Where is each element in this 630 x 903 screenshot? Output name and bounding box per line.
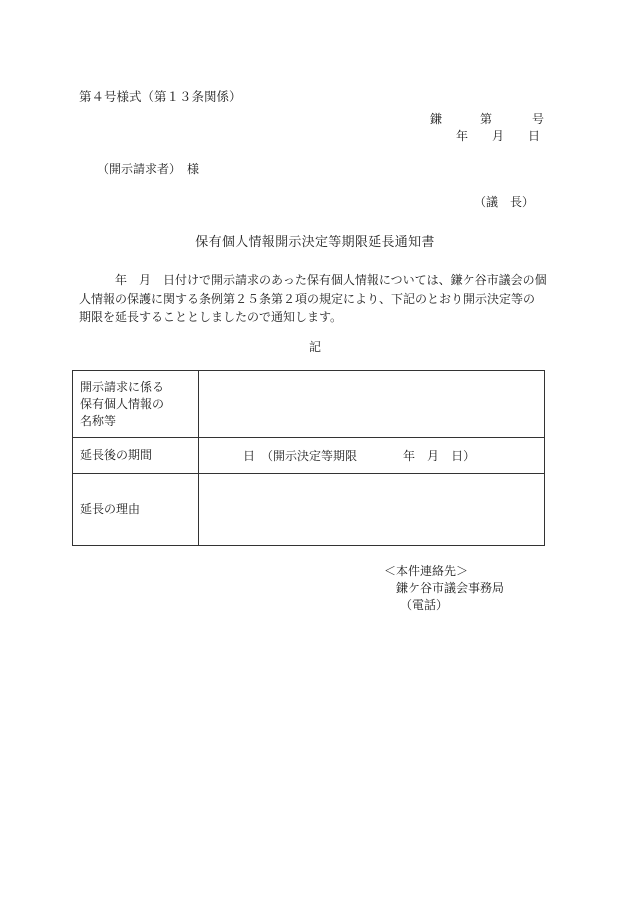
label-line: 保有個人情報の (80, 396, 165, 411)
sender: （議 長） (474, 195, 535, 209)
addressee: （開示請求者） 様 (97, 162, 200, 176)
issue-date (456, 130, 540, 142)
row-label-request-name (73, 371, 199, 438)
period-year: 年 (403, 449, 416, 463)
form-number: 第４号様式（第１３条関係） (79, 89, 242, 104)
body-line: 期限を延長することとしましたので通知します。 (79, 310, 343, 324)
reference-suffix: 号 (532, 112, 545, 126)
row-value-extended-period (199, 438, 545, 474)
document-title: 保有個人情報開示決定等期限延長通知書 (195, 235, 435, 250)
period-day-close: 日） (451, 449, 476, 463)
reference-number (430, 113, 544, 125)
date-year: 年 (456, 129, 469, 143)
row-label-extended-period: 延長後の期間 (73, 438, 199, 474)
body-line: 人情報の保護に関する条例第２５条第２項の規定により、下記のとおり開示決定等の (79, 291, 536, 306)
label-line: 名称等 (80, 413, 117, 428)
table-row (73, 438, 545, 474)
contact-heading: ＜本件連絡先＞ (384, 564, 469, 578)
ki-heading: 記 (308, 340, 321, 354)
label-line: 開示請求に係る (80, 379, 165, 394)
contact-office: 鎌ケ谷市議会事務局 (396, 581, 505, 595)
reference-mid: 第 (480, 112, 493, 126)
period-deadline-label: （開示決定等期限 (261, 449, 358, 463)
date-day: 日 (528, 129, 541, 143)
info-table (72, 370, 545, 546)
row-label-reason: 延長の理由 (73, 474, 199, 546)
body-line: 年 月 日付けで開示請求のあった保有個人情報については、鎌ケ谷市議会の個 (79, 273, 547, 287)
table-row (73, 474, 545, 546)
row-value-request-name (199, 371, 545, 438)
contact-phone: （電話） (400, 598, 449, 612)
table-row (73, 371, 545, 438)
body-paragraph (79, 271, 549, 327)
date-month: 月 (492, 129, 505, 143)
period-month: 月 (427, 449, 440, 463)
period-day: 日 (243, 449, 256, 463)
reference-prefix: 鎌 (430, 112, 443, 126)
row-value-reason (199, 474, 545, 546)
